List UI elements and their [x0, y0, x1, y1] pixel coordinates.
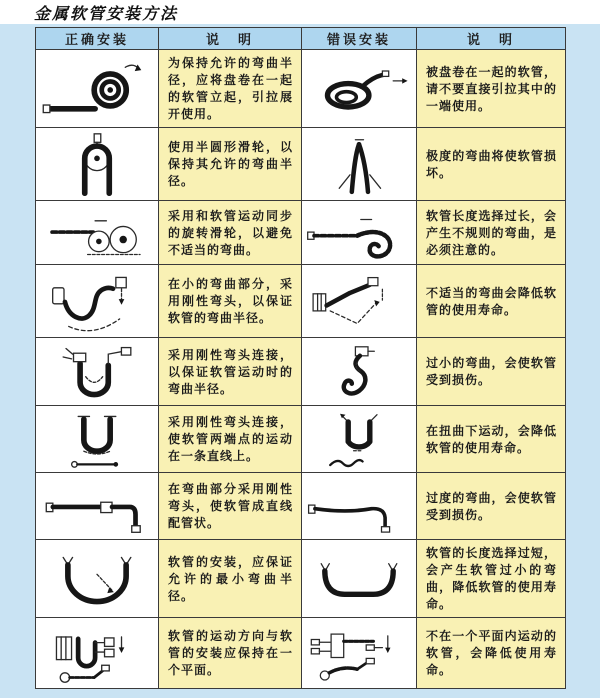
- correct-desc-cell: [159, 406, 302, 473]
- correct-desc-cell: [159, 618, 302, 689]
- table-row: [36, 618, 566, 689]
- wrong-desc-cell: [417, 265, 566, 338]
- table-row: [36, 201, 566, 265]
- description-text: 在扭曲下运动，会降低软管的使用寿命。: [426, 423, 557, 455]
- one-plane-motion-icon: [39, 620, 155, 686]
- correct-image-cell: [36, 618, 159, 689]
- inline-motion-u-icon: [39, 408, 155, 470]
- description-text: 采用刚性弯头连接，使软管两端点的运动在一条直线上。: [168, 415, 293, 463]
- correct-desc-cell: [159, 50, 302, 128]
- description-text: 软管的安装，应保证允许的最小弯曲半径。: [168, 554, 293, 603]
- correct-image-cell: [36, 338, 159, 406]
- wrong-image-cell: [302, 50, 417, 128]
- correct-desc-cell: [159, 201, 302, 265]
- correct-desc-cell: [159, 128, 302, 201]
- description-text: 软管的长度选择过短，会产生软管过小的弯曲，降低软管的使用寿命。: [426, 546, 557, 611]
- table-row: [36, 338, 566, 406]
- wrong-desc-cell: [417, 618, 566, 689]
- u-loop-rigid-elbows-icon: [39, 341, 155, 403]
- irregular-loop-icon: [305, 204, 413, 262]
- description-text: 不在一个平面内运动的软管，会降低使用寿命。: [426, 629, 557, 677]
- correct-image-cell: [36, 128, 159, 201]
- wrong-image-cell: [302, 128, 417, 201]
- description-text: 不适当的弯曲会降低软管的使用寿命。: [426, 285, 557, 317]
- header-wrong-install: 错误安装: [302, 28, 417, 50]
- correct-image-cell: [36, 265, 159, 338]
- correct-image-cell: [36, 50, 159, 128]
- sharp-kink-icon: [305, 131, 413, 197]
- rotating-pulleys-icon: [39, 204, 155, 262]
- coiled-hose-unrolled-icon: [39, 56, 155, 122]
- description-text: 采用刚性弯头连接，以保证软管运动时的弯曲半径。: [168, 347, 293, 396]
- page-title: 金属软管安装方法: [34, 4, 179, 23]
- installation-table: [35, 27, 566, 689]
- description-text: 在弯曲部分采用刚性弯头，使软管成直线配管状。: [168, 482, 293, 530]
- header-description-1: 说 明: [159, 28, 302, 50]
- coil-pulled-by-end-icon: [305, 56, 413, 122]
- improper-bend-icon: [305, 268, 413, 334]
- header-description-2: 说 明: [417, 28, 566, 50]
- wrong-desc-cell: [417, 128, 566, 201]
- description-text: 在小的弯曲部分，采用刚性弯头，以保证软管的弯曲半径。: [168, 277, 293, 325]
- excessive-end-bend-icon: [305, 475, 413, 537]
- description-text: 使用半圆形滑轮，以保持其允许的弯曲半径。: [168, 140, 293, 188]
- small-hook-bend-icon: [305, 341, 413, 403]
- header-row: [36, 28, 566, 50]
- table-row: [36, 50, 566, 128]
- wrong-image-cell: [302, 265, 417, 338]
- wrong-image-cell: [302, 618, 417, 689]
- correct-image-cell: [36, 406, 159, 473]
- description-text: 采用和软管运动同步的旋转滑轮，以避免不适当的弯曲。: [168, 208, 293, 257]
- straight-run-elbow-icon: [39, 475, 155, 537]
- table-row: [36, 540, 566, 618]
- correct-desc-cell: [159, 338, 302, 406]
- wrong-desc-cell: [417, 338, 566, 406]
- correct-image-cell: [36, 540, 159, 618]
- wrong-image-cell: [302, 406, 417, 473]
- too-short-flat-u-icon: [305, 548, 413, 610]
- out-of-plane-motion-icon: [305, 620, 413, 686]
- description-text: 被盘卷在一起的软管，请不要直接引拉其中的一端使用。: [426, 64, 557, 113]
- table-row: [36, 473, 566, 540]
- description-text: 为保持允许的弯曲半径，应将盘卷在一起的软管立起，引拉展开使用。: [168, 56, 293, 121]
- rigid-elbow-small-bend-icon: [39, 268, 155, 334]
- wrong-desc-cell: [417, 406, 566, 473]
- description-text: 极度的弯曲将使软管损坏。: [426, 148, 557, 180]
- wrong-image-cell: [302, 338, 417, 406]
- description-text: 软管长度选择过长，会产生不规则的弯曲，是必须注意的。: [426, 208, 557, 257]
- wrong-desc-cell: [417, 50, 566, 128]
- pulley-hose-icon: [39, 131, 155, 197]
- wrong-desc-cell: [417, 201, 566, 265]
- correct-desc-cell: [159, 540, 302, 618]
- wrong-image-cell: [302, 473, 417, 540]
- table-row: [36, 128, 566, 201]
- header-correct-install: 正确安装: [36, 28, 159, 50]
- minimum-bend-radius-u-icon: [39, 548, 155, 610]
- wrong-desc-cell: [417, 473, 566, 540]
- description-text: 软管的运动方向与软管的安装应保持在一个平面。: [168, 629, 293, 677]
- table-row: [36, 406, 566, 473]
- wrong-image-cell: [302, 540, 417, 618]
- twisted-motion-u-icon: [305, 408, 413, 470]
- correct-desc-cell: [159, 265, 302, 338]
- correct-image-cell: [36, 201, 159, 265]
- wrong-image-cell: [302, 201, 417, 265]
- table-row: [36, 265, 566, 338]
- description-text: 过小的弯曲，会使软管受到损伤。: [426, 356, 557, 387]
- wrong-desc-cell: [417, 540, 566, 618]
- correct-image-cell: [36, 473, 159, 540]
- correct-desc-cell: [159, 473, 302, 540]
- description-text: 过度的弯曲，会使软管受到损伤。: [426, 490, 557, 522]
